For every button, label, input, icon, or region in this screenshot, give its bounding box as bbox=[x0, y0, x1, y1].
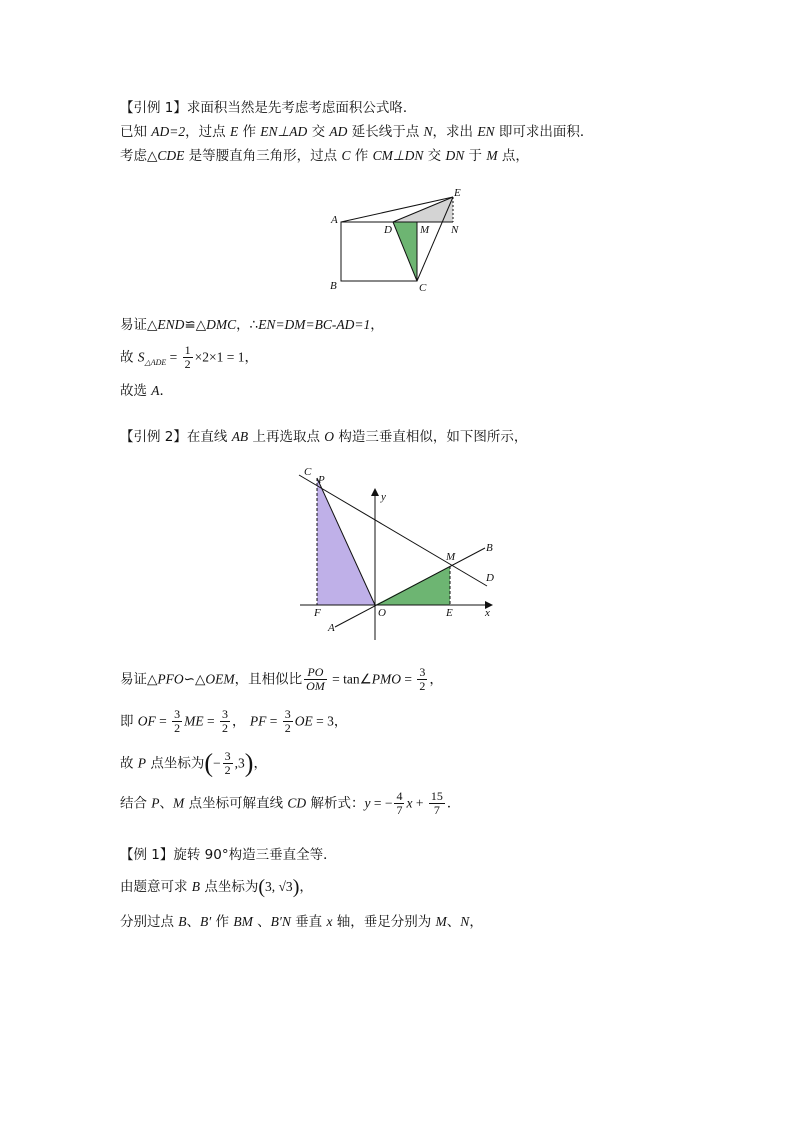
text: 即 bbox=[120, 713, 138, 730]
text: 分别过点 bbox=[120, 914, 179, 930]
ex1-heading bbox=[120, 98, 416, 118]
math-y: y bbox=[364, 795, 371, 811]
math-s: S bbox=[137, 349, 145, 365]
label-b: B bbox=[330, 280, 337, 292]
math-b-prime: B′ bbox=[200, 914, 212, 929]
math-n: N bbox=[460, 914, 470, 929]
ex3-line2 bbox=[120, 877, 313, 897]
fraction bbox=[223, 750, 233, 777]
ex1-line2 bbox=[120, 122, 593, 142]
text: ， bbox=[232, 713, 250, 730]
ex1-line1: 求面积当然是先考虑考虑面积公式咯． bbox=[186, 100, 417, 116]
denominator: OM bbox=[306, 679, 325, 693]
text: ≌△ bbox=[184, 317, 207, 333]
label-m: M bbox=[446, 551, 456, 563]
fraction bbox=[429, 790, 445, 817]
denominator: 2 bbox=[184, 357, 191, 371]
label-x: x bbox=[485, 607, 490, 619]
math-x: x bbox=[326, 914, 333, 929]
text: 轴，垂足分别为 bbox=[332, 914, 436, 930]
label-e: E bbox=[454, 187, 461, 199]
math-cde: CDE bbox=[157, 148, 185, 163]
text: ． bbox=[446, 795, 461, 812]
text: ，且相似比 bbox=[234, 671, 303, 688]
label-a: A bbox=[331, 214, 338, 226]
label-n: N bbox=[451, 224, 459, 236]
text: 、 bbox=[186, 914, 201, 930]
text: ，求出 bbox=[432, 124, 478, 140]
text: 易证△ bbox=[120, 671, 158, 688]
text: 交 bbox=[423, 148, 446, 164]
text: 作 bbox=[238, 124, 261, 140]
math-c: C bbox=[341, 148, 351, 163]
math-end: END bbox=[157, 317, 185, 332]
ex1-proof1 bbox=[120, 315, 384, 335]
fraction bbox=[220, 708, 230, 735]
math-ab: AB bbox=[231, 429, 249, 444]
fraction bbox=[394, 790, 404, 817]
right-paren: ) bbox=[292, 876, 300, 898]
math-plus: + bbox=[412, 795, 427, 811]
math-p: P bbox=[137, 755, 147, 771]
ex2-step4 bbox=[120, 790, 460, 817]
text: ， bbox=[370, 317, 384, 333]
text: ∽△ bbox=[183, 671, 206, 688]
text: ， bbox=[253, 755, 267, 772]
math-eq: = bbox=[155, 713, 171, 729]
text: ． bbox=[159, 383, 174, 399]
label-o: O bbox=[378, 607, 386, 619]
text: 易证△ bbox=[120, 317, 158, 333]
label-d: D bbox=[486, 572, 494, 584]
math-eq3: = 3 bbox=[312, 713, 334, 729]
ex2-tag: 【引例 2】 bbox=[120, 429, 187, 445]
figure-1 bbox=[325, 185, 470, 297]
figure-2 bbox=[295, 462, 505, 642]
text: 点坐标为 bbox=[200, 879, 259, 895]
text: 上再选取点 bbox=[248, 429, 325, 445]
text: 由题意可求 bbox=[120, 879, 192, 895]
math-b: B bbox=[178, 914, 187, 929]
math-cd: CD bbox=[287, 795, 307, 811]
denominator: 2 bbox=[284, 721, 291, 735]
text: ， bbox=[429, 671, 443, 688]
math-cm-perp: CM⊥DN bbox=[372, 148, 424, 163]
text: 交 bbox=[307, 124, 330, 140]
text: ， bbox=[244, 349, 258, 366]
ex3-line3 bbox=[120, 912, 483, 932]
math-oe: OE bbox=[294, 713, 313, 729]
label-e: E bbox=[446, 607, 453, 619]
text: 构造三垂直相似，如下图所示， bbox=[334, 429, 528, 445]
text: 是等腰直角三角形，过点 bbox=[184, 148, 342, 164]
ex2-step1 bbox=[120, 666, 443, 693]
ex2-step2 bbox=[120, 708, 347, 735]
text: 于 bbox=[464, 148, 487, 164]
ex2-step3 bbox=[120, 750, 267, 777]
ex3-tag: 【例 1】 bbox=[120, 847, 174, 863]
text: 即可求出面积． bbox=[494, 124, 594, 140]
numerator: PO bbox=[304, 666, 327, 680]
math-b: B bbox=[191, 879, 201, 894]
math-x: x bbox=[406, 795, 413, 811]
text: 故 bbox=[120, 755, 138, 772]
text: ， bbox=[333, 713, 348, 730]
math-n: N bbox=[423, 124, 433, 139]
fraction-po-om bbox=[304, 666, 327, 693]
math-dn: DN bbox=[445, 148, 465, 163]
text: ， bbox=[469, 914, 483, 930]
text: 结合 bbox=[120, 795, 152, 812]
ex1-proof2 bbox=[120, 344, 258, 373]
math-eq: = bbox=[166, 349, 181, 365]
fraction-3-2 bbox=[417, 666, 427, 693]
math-tan: = tan∠ bbox=[328, 671, 372, 687]
text: 垂直 bbox=[290, 914, 327, 930]
fraction bbox=[172, 708, 182, 735]
math-eq-minus: = − bbox=[370, 795, 393, 811]
math-product: ×2×1 = 1 bbox=[194, 349, 245, 365]
text: 在直线 bbox=[186, 429, 232, 445]
text: 故 bbox=[120, 349, 138, 366]
ex1-tag: 【引例 1】 bbox=[120, 100, 187, 116]
fraction-half bbox=[183, 344, 193, 371]
math-m: M bbox=[435, 914, 447, 929]
math-bm: BM bbox=[233, 914, 253, 929]
ex1-proof3 bbox=[120, 381, 173, 401]
text: 故选 bbox=[120, 383, 152, 399]
numerator: 3 bbox=[222, 707, 229, 721]
denominator: 7 bbox=[433, 803, 440, 817]
text: 考虑△ bbox=[120, 148, 158, 164]
answer-a: A bbox=[151, 383, 160, 398]
text: 点， bbox=[497, 148, 529, 164]
math-en: EN bbox=[477, 124, 495, 139]
ex2-heading bbox=[120, 427, 527, 447]
text: ， bbox=[299, 879, 313, 895]
math-eq: = bbox=[203, 713, 219, 729]
label-y: y bbox=[381, 491, 386, 503]
left-paren: ( bbox=[258, 876, 266, 898]
text: 作 bbox=[350, 148, 373, 164]
math-pfo: PFO bbox=[157, 671, 184, 687]
math-p: P bbox=[151, 795, 160, 811]
left-paren: ( bbox=[204, 748, 214, 778]
numerator: 3 bbox=[174, 707, 181, 721]
denominator: 7 bbox=[396, 803, 403, 817]
text: 作 bbox=[211, 914, 234, 930]
text: ，∴ bbox=[236, 317, 259, 333]
math-m: M bbox=[173, 795, 185, 811]
math-pf: PF bbox=[249, 713, 267, 729]
label-c: C bbox=[304, 466, 312, 478]
math-oem: OEM bbox=[205, 671, 235, 687]
math-e: E bbox=[229, 124, 239, 139]
fraction bbox=[283, 708, 293, 735]
text: 点坐标可解直线 bbox=[184, 795, 288, 812]
numerator: 4 bbox=[396, 789, 403, 803]
label-f: F bbox=[314, 607, 321, 619]
math-coord: 3, √3 bbox=[265, 879, 293, 894]
text: 已知 bbox=[120, 124, 152, 140]
math-en-eq: EN=DM=BC-AD=1 bbox=[258, 317, 371, 332]
numerator: 15 bbox=[430, 789, 443, 803]
ex1-line3 bbox=[120, 146, 529, 166]
label-b: B bbox=[486, 542, 493, 554]
denominator: 2 bbox=[224, 763, 231, 777]
y-axis-arrow bbox=[371, 488, 379, 496]
math-coord: ,3 bbox=[234, 755, 245, 771]
math-pmo: PMO bbox=[371, 671, 401, 687]
label-m: M bbox=[420, 224, 430, 236]
math-en-perp: EN⊥AD bbox=[260, 124, 308, 139]
math-me: ME bbox=[184, 713, 204, 729]
numerator: 3 bbox=[284, 707, 291, 721]
numerator: 1 bbox=[184, 343, 191, 357]
math-minus: − bbox=[213, 755, 221, 771]
numerator: 3 bbox=[419, 665, 426, 679]
math-eq: = bbox=[400, 671, 416, 687]
ex3-heading bbox=[120, 845, 337, 865]
text: ，过点 bbox=[185, 124, 230, 140]
numerator: 3 bbox=[224, 749, 231, 763]
denominator: 2 bbox=[419, 679, 426, 693]
text: 点坐标为 bbox=[146, 755, 205, 772]
text: 、 bbox=[252, 914, 271, 930]
text: 延长线于点 bbox=[347, 124, 424, 140]
text: 解析式： bbox=[306, 795, 365, 812]
math-o: O bbox=[324, 429, 335, 444]
math-of: OF bbox=[137, 713, 156, 729]
math-dmc: DMC bbox=[206, 317, 237, 332]
right-paren: ) bbox=[244, 748, 254, 778]
math-ad2: AD bbox=[329, 124, 348, 139]
math-eq: = bbox=[266, 713, 281, 729]
math-s-subscript: △ADE bbox=[144, 358, 167, 368]
label-a: A bbox=[328, 622, 335, 634]
text: 旋转 90°构造三垂直全等． bbox=[173, 847, 337, 863]
label-c: C bbox=[419, 282, 427, 294]
denominator: 2 bbox=[222, 721, 229, 735]
text: 、 bbox=[159, 795, 174, 812]
denominator: 2 bbox=[174, 721, 181, 735]
label-p: P bbox=[318, 474, 325, 486]
math-b-prime-n: B′N bbox=[270, 914, 291, 929]
math-ad: AD=2 bbox=[151, 124, 186, 139]
label-d: D bbox=[384, 224, 392, 236]
math-m: M bbox=[486, 148, 498, 163]
text: 、 bbox=[446, 914, 461, 930]
